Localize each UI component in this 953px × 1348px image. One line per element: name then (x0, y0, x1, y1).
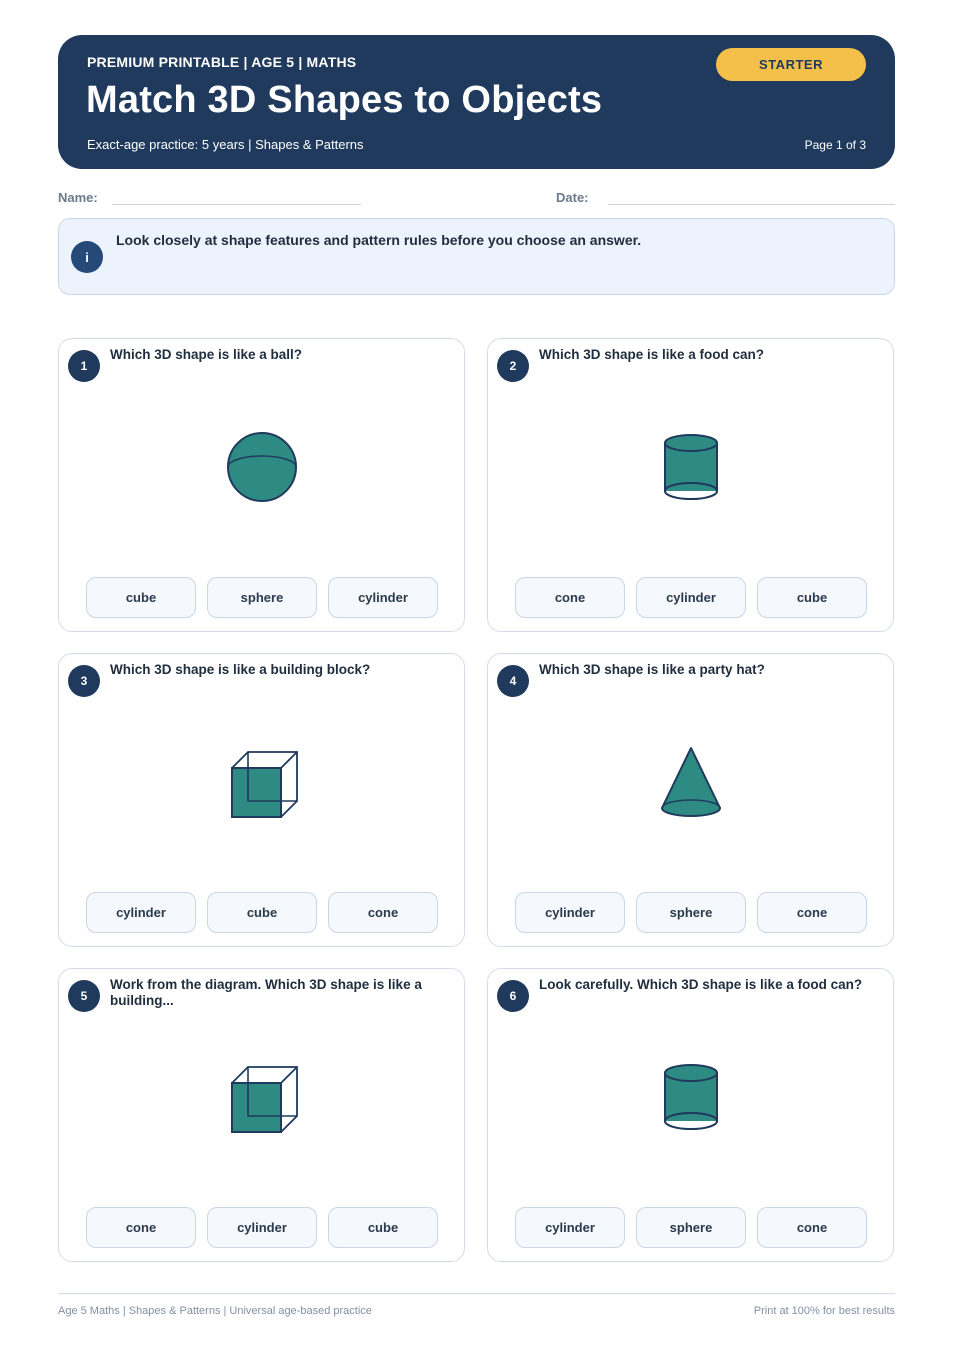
answer-option[interactable]: cube (207, 892, 317, 933)
answer-options (86, 577, 439, 619)
page-title: Match 3D Shapes to Objects (86, 79, 603, 121)
cone-icon (651, 742, 731, 822)
answer-option[interactable]: cone (757, 892, 867, 933)
header-subtitle: Exact-age practice: 5 years | Shapes & Patterns (87, 137, 364, 152)
footer-divider (58, 1293, 895, 1294)
answer-option[interactable]: cylinder (86, 892, 196, 933)
answer-options (86, 892, 439, 934)
name-line[interactable] (112, 204, 361, 205)
question-number: 6 (497, 980, 529, 1012)
footer-left: Age 5 Maths | Shapes & Patterns | Universal age-based practice (58, 1305, 372, 1317)
question-number: 4 (497, 665, 529, 697)
answer-option[interactable]: cylinder (328, 577, 438, 618)
question-card (487, 653, 894, 947)
date-label: Date: (556, 190, 589, 205)
worksheet-header (58, 35, 895, 169)
instruction-text: Look closely at shape features and pattern rules before you choose an answer. (116, 232, 642, 248)
question-number: 1 (68, 350, 100, 382)
date-line[interactable] (608, 204, 895, 205)
question-text: Which 3D shape is like a party hat? (539, 662, 765, 677)
header-kicker: PREMIUM PRINTABLE | AGE 5 | MATHS (87, 54, 357, 70)
question-card (487, 338, 894, 632)
sphere-icon (222, 427, 302, 507)
answer-option[interactable]: cube (86, 577, 196, 618)
name-label: Name: (58, 190, 98, 205)
question-card (487, 968, 894, 1262)
answer-option[interactable]: cylinder (515, 892, 625, 933)
question-text: Look carefully. Which 3D shape is like a food can? (539, 977, 863, 992)
question-card (58, 338, 465, 632)
answer-option[interactable]: cone (86, 1207, 196, 1248)
answer-option[interactable]: sphere (207, 577, 317, 618)
cylinder-icon (651, 427, 731, 507)
instruction-box (58, 218, 895, 295)
answer-option[interactable]: cylinder (636, 577, 746, 618)
answer-option[interactable]: cylinder (515, 1207, 625, 1248)
page-indicator: Page 1 of 3 (804, 138, 866, 152)
answer-option[interactable]: cube (757, 577, 867, 618)
question-card (58, 653, 465, 947)
cylinder-icon (651, 1057, 731, 1137)
question-number: 3 (68, 665, 100, 697)
answer-option[interactable]: cylinder (207, 1207, 317, 1248)
answer-option[interactable]: cone (757, 1207, 867, 1248)
footer-right: Print at 100% for best results (753, 1305, 895, 1317)
info-icon: i (71, 241, 103, 273)
answer-options (515, 892, 868, 934)
cube-icon (222, 1057, 302, 1137)
answer-options (515, 577, 868, 619)
cube-icon (222, 742, 302, 822)
level-badge: STARTER (716, 48, 866, 81)
answer-option[interactable]: cone (515, 577, 625, 618)
question-text: Which 3D shape is like a ball? (110, 347, 303, 362)
question-number: 2 (497, 350, 529, 382)
answer-options (515, 1207, 868, 1249)
answer-options (86, 1207, 439, 1249)
question-text: Which 3D shape is like a food can? (539, 347, 765, 362)
question-text: Work from the diagram. Which 3D shape is like a building... (110, 977, 422, 1008)
answer-option[interactable]: sphere (636, 1207, 746, 1248)
answer-option[interactable]: cube (328, 1207, 438, 1248)
question-number: 5 (68, 980, 100, 1012)
question-card (58, 968, 465, 1262)
question-text: Which 3D shape is like a building block? (110, 662, 371, 677)
answer-option[interactable]: cone (328, 892, 438, 933)
answer-option[interactable]: sphere (636, 892, 746, 933)
